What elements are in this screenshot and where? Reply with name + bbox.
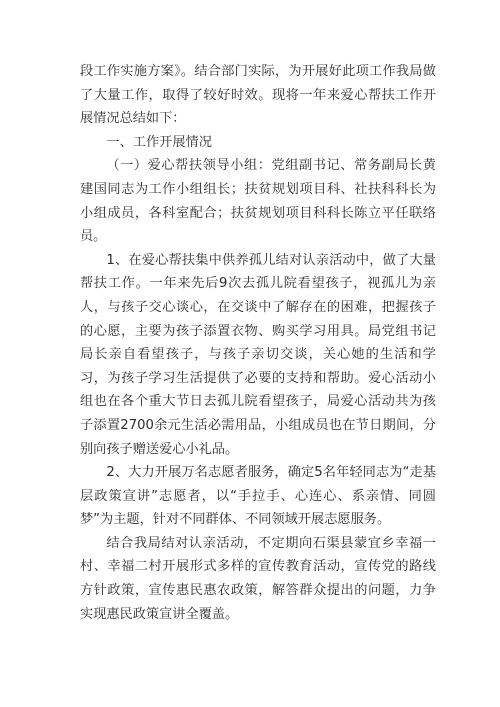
paragraph-policy-outreach: 结合我局结对认亲活动，不定期向石渠县蒙宜乡幸福一村、幸福二村开展形式多样的宣传教育活动，宣传党的路线方针政策，宣传惠民惠农政策，解答群众提出的问题，力争实现惠民政策宣讲全覆盖。 <box>80 535 436 622</box>
section-heading-work-status: 一、工作开展情况 <box>106 134 212 150</box>
document-body <box>80 60 436 626</box>
paragraph-volunteer-service: 2、大力开展万名志愿者服务，确定5名年轻同志为“走基层政策宣讲”志愿者，以“手拉手、心连心、系亲情、同圆梦”为主题，针对不同群体、不同领域开展志愿服务。 <box>80 465 436 528</box>
paragraph-leadership-group: （一）爱心帮扶领导小组：党组副书记、常务副局长黄建国同志为工作小组组长；扶贫规划项目科、社扶科科长为小组成员，各科室配合；扶贫规划项目科科长陈立平任联络员。 <box>80 158 436 245</box>
paragraph-intro: 段工作实施方案》。结合部门实际，为开展好此项工作我局做了大量工作，取得了较好时效。现将一年来爱心帮扶工作开展情况总结如下： <box>80 64 436 127</box>
paragraph-orphan-support: 1、在爱心帮扶集中供养孤儿结对认亲活动中，做了大量帮扶工作。一年来先后9次去孤儿院看望孩子，视孤儿为亲人，与孩子交心谈心，在交谈中了解存在的困难，把握孩子的心愿，主要为孩子添置衣物、购买学习用具。局党组书记局长亲自看望孩子，与孩子亲切交谈，关心她的生活和学习，为孩子学习生活提供了必要的支持和帮助。爱心活动小组也在各个重大节日去孤儿院看望孩子，局爱心活动共为孩子添置2700余元生活必需用品，小组成员也在节日期间，分别向孩子赠送爱心小礼品。 <box>80 252 436 457</box>
